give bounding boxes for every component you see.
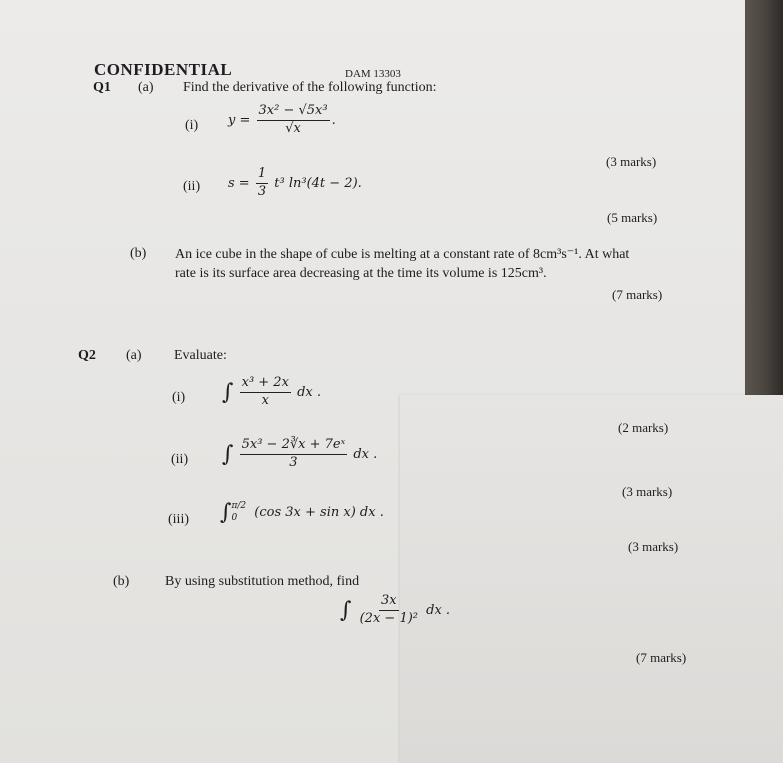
integral-sign-icon: ∫ — [340, 597, 352, 623]
q2a-iii-upper: π/2 — [231, 500, 247, 511]
q2a-i-dx: dx . — [297, 384, 321, 400]
q2a-ii-integral — [222, 438, 377, 471]
q1a-ii-lhs: s = — [228, 175, 250, 191]
q1b-marks: (7 marks) — [612, 287, 663, 302]
q2a-iii-marks: (3 marks) — [628, 539, 679, 554]
q2b-fraction — [358, 594, 420, 627]
q2b-marks: (7 marks) — [636, 650, 687, 665]
q2a-iii-integral — [220, 500, 384, 525]
integral-sign-icon: ∫ — [222, 379, 234, 405]
q2b-numerator: 3x — [379, 594, 399, 611]
q2a-ii-fraction — [240, 438, 348, 471]
q2a-ii-dx: dx . — [353, 446, 378, 462]
q2a-ii-denominator: 3 — [289, 454, 298, 470]
q2b-integral — [340, 594, 450, 627]
q2a-prompt: Evaluate: — [174, 348, 227, 363]
q1b-label: (b) — [130, 246, 147, 261]
q2b-label: (b) — [113, 574, 130, 589]
q2a-i-denominator: x — [261, 392, 269, 408]
integral-sign-icon: ∫ — [222, 441, 234, 467]
q2a-label: (a) — [126, 348, 142, 363]
q1a-i-marks: (3 marks) — [606, 154, 657, 169]
q1a-prompt: Find the derivative of the following function: — [183, 80, 437, 95]
q1a-i-numerator: 3x² − √5x³ — [257, 104, 330, 121]
q1a-ii-coef-num: 1 — [256, 167, 268, 184]
q1a-ii-coef-den: 3 — [257, 183, 267, 199]
q1a-i-label: (i) — [185, 118, 199, 133]
q2a-i-label: (i) — [172, 390, 186, 405]
q1a-ii-equation — [228, 167, 362, 200]
q2a-i-marks: (2 marks) — [618, 420, 669, 435]
q1a-ii-marks: (5 marks) — [607, 210, 658, 225]
q1a-label: (a) — [138, 80, 154, 95]
q2a-i-integral — [222, 376, 321, 409]
q2b-dx: dx . — [426, 602, 451, 618]
course-code: DAM 13303 — [345, 68, 401, 80]
q2b-denominator: (2x − 1)² — [359, 610, 418, 626]
q2a-ii-marks: (3 marks) — [622, 484, 673, 499]
q1a-ii-rest: t³ ln³(4t − 2). — [274, 175, 362, 191]
q2a-iii-lower: 0 — [231, 512, 238, 523]
q2a-iii-label: (iii) — [168, 512, 189, 527]
q1a-ii-label: (ii) — [183, 179, 201, 194]
q2a-iii-limits — [231, 501, 246, 524]
q1b-line2: rate is its surface area decreasing at the time its volume is 125cm³. — [175, 266, 547, 281]
q2a-ii-numerator: 5x³ − 2∛x + 7eˣ — [240, 438, 348, 455]
q2a-i-numerator: x³ + 2x — [240, 376, 291, 393]
second-paper-sheet — [400, 395, 783, 763]
q1b-line1: An ice cube in the shape of cube is melting at a constant rate of 8cm³s⁻¹. At what — [175, 247, 630, 262]
q1-number: Q1 — [93, 80, 111, 95]
q1a-ii-coefficient — [256, 167, 268, 200]
q1a-i-fraction — [257, 104, 330, 137]
integral-sign-icon: ∫ — [220, 500, 232, 525]
q1a-i-lhs: y = — [228, 112, 251, 128]
q2a-iii-body: (cos 3x + sin x) dx . — [254, 505, 384, 520]
q1a-i-denominator: √x — [285, 120, 301, 136]
q1a-i-equation: y = $\frac{\text{3x² − √5x³}}{√x}$ . — [228, 103, 336, 136]
q2a-i-fraction — [240, 376, 291, 409]
q2b-prompt: By using substitution method, find — [165, 574, 360, 589]
q2-number: Q2 — [78, 348, 96, 363]
q2a-ii-label: (ii) — [171, 452, 189, 467]
confidential-heading: CONFIDENTIAL — [94, 60, 233, 79]
